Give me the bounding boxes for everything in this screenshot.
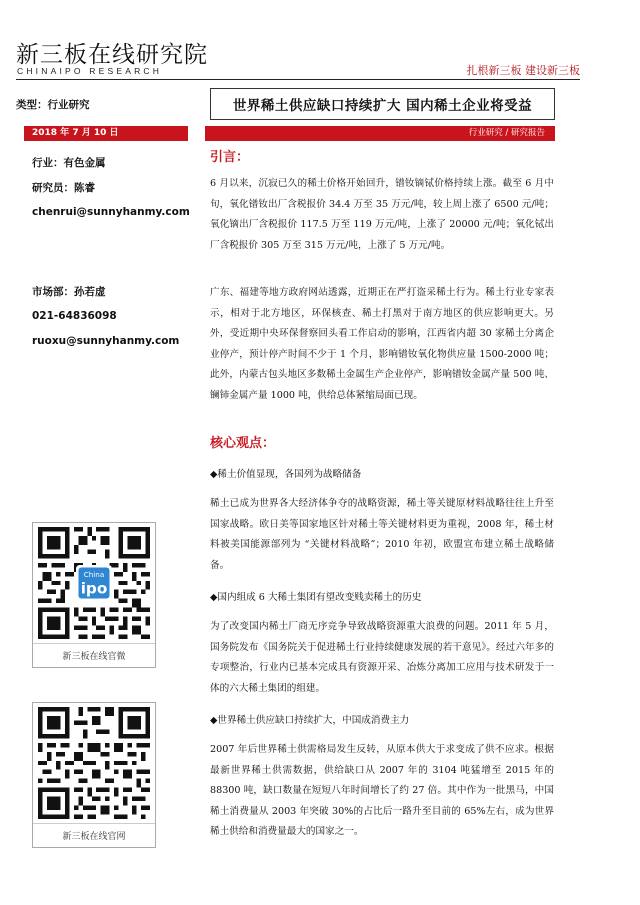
qr-caption-weibo: 新三板在线官微 (33, 643, 155, 667)
qr-code-weibo-panel (32, 522, 156, 668)
core-paragraph-2: 为了改变国内稀土厂商无序竞争导致战略资源重大浪费的问题。2011 年 5 月，国务院发布《国务院关于促进稀土行业持续健康发展的若干意见》。经过六年多的专项整治，行业内已基本完成具有资源开采、冶炼分离加工应用与技术研发于一体的六大稀土集团的组建。 (210, 621, 554, 694)
market-email[interactable]: ruoxu@sunnyhanmy.com (32, 335, 180, 347)
logo-english: CHINAIPO RESEARCH (17, 66, 163, 76)
header-slogan: 扎根新三板 建设新三板 (466, 64, 580, 77)
core-views-heading: 核心观点： (210, 436, 276, 451)
researcher-label: 研究员：陈睿 (32, 182, 95, 194)
header-divider (16, 79, 580, 80)
report-date: 2018 年 7 月 10 日 (24, 126, 188, 141)
qr-badge-china: China (83, 570, 105, 580)
researcher-email[interactable]: chenrui@sunnyhanmy.com (32, 206, 190, 218)
core-point-3: ◆世界稀土供应缺口持续扩大，中国成消费主力 (210, 715, 410, 726)
qr-caption-website: 新三板在线官网 (33, 823, 155, 847)
report-type: 类型：行业研究 (16, 99, 90, 111)
core-paragraph-1: 稀土已成为世界各大经济体争夺的战略资源，稀土等关键原材料战略往往上升至国家战略。欧日美等国家地区针对稀土等关键材料更为重视，2008 年，稀土材料被美国能源部列为 “关键材料战略”；2010 年初，欧盟宣布建立稀土战略储备。 (210, 498, 554, 571)
qr-code-weibo (38, 527, 150, 639)
qr-code-website-panel (32, 702, 156, 848)
qr-badge-ipo: ipo (80, 579, 108, 598)
report-title: 世界稀土供应缺口持续扩大 国内稀土企业将受益 (232, 98, 533, 114)
report-title-box (210, 88, 555, 120)
market-contact-label: 市场部：孙若虚 (32, 286, 106, 298)
intro-paragraph-2: 广东、福建等地方政府网站透露，近期正在严打盗采稀土行为。稀土行业专家表示，相对于北方地区，环保核查、稀土打黑对于南方地区的供应影响更大。另外，受近期中央环保督察回头看工作启动的影响，江西省内超 30 家稀土分离企业停产，预计停产时间不少于 1 个月，影响镨钕氧化物供应量 1500-2000 吨；此外，内蒙古包头地区多数稀土金属生产企业停产，影响镨钕金属产量 500 吨、镧铈金属产量 1000 吨，供给总体紧缩局面已现。 (210, 287, 554, 401)
core-point-2: ◆国内组成 6 大稀土集团有望改变贱卖稀土的历史 (210, 592, 422, 603)
core-paragraph-3: 2007 年后世界稀土供需格局发生反转，从原本供大于求变成了供不应求。根据最新世界稀土供需数据，供给缺口从 2007 年的 3104 吨猛增至 2015 年的 88300 吨，缺口数量在短短八年时间增长了约 27 倍。其中作为一批黑马，中国稀土消费量从 2003 年突破 30%的占比后一路升至目前的 65%左右，成为世界稀土供给和消费量最大的国家之一。 (210, 744, 554, 837)
core-point-1: ◆稀土价值显现，各国列为战略储备 (210, 469, 362, 480)
intro-paragraph-1: 6 月以来，沉寂已久的稀土价格开始回升，镨钕镝铽价格持续上涨。截至 6 月中旬，氧化镨钕出厂含税报价 34.4 万至 35 万元/吨，较上周上涨了 6500 元/吨；氧化镝出厂含税报价 117.5 万至 119 万元/吨，上涨了 20000 元/吨；氧化铽出厂含税报价 305 万至 315 万元/吨，上涨了 5 万元/吨。 (210, 178, 554, 251)
market-phone: 021-64836098 (32, 310, 117, 322)
intro-heading: 引言： (210, 150, 250, 165)
qr-code-website (38, 707, 150, 819)
report-tags: 行业研究 / 研究报告 (205, 126, 555, 141)
industry-label: 行业：有色金属 (32, 157, 106, 169)
logo-chinese: 新三板在线研究院 (16, 42, 208, 68)
